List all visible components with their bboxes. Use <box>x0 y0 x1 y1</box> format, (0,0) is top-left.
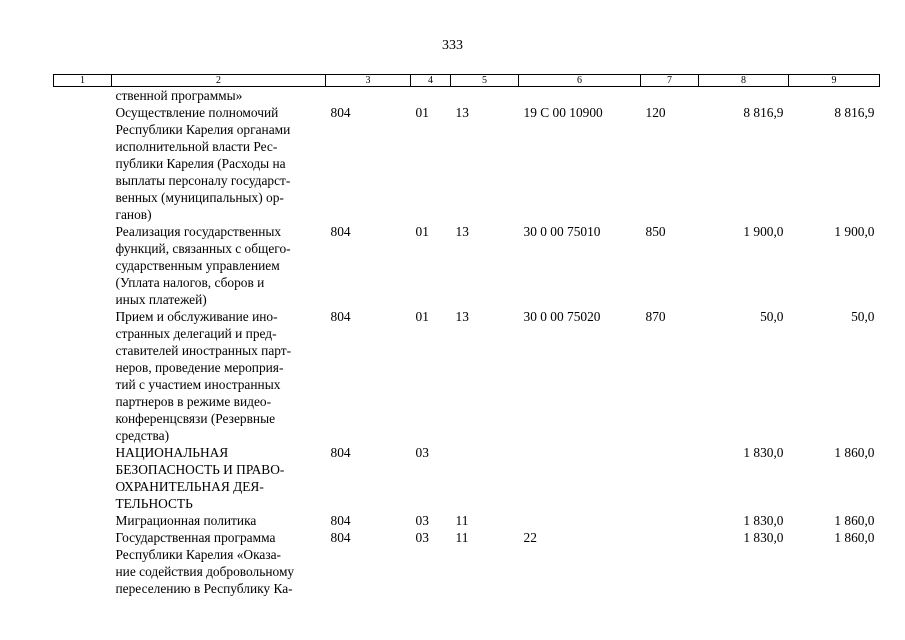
table-row <box>54 308 880 444</box>
table-row <box>54 512 880 529</box>
subsection-code <box>451 444 519 512</box>
section-code: 03 <box>415 530 429 545</box>
column-number-header: 7 <box>641 75 699 87</box>
expense-type-code: 850 <box>645 224 666 239</box>
amount-col9: 1 860,0 <box>834 445 875 460</box>
table-row <box>54 529 880 597</box>
column-number-header: 5 <box>451 75 519 87</box>
column-number-header: 3 <box>326 75 411 87</box>
expense-type-code: 870 <box>645 309 666 324</box>
amount-col8: 50,0 <box>760 309 784 324</box>
expense-type-code <box>641 444 699 512</box>
item-name: Реализация государственных функций, связанных с общего- сударственным управлением (Уплата налогов, сборов и иных платежей) <box>115 224 291 307</box>
item-name: Миграционная политика <box>115 513 257 528</box>
subsection-code: 13 <box>455 309 469 324</box>
column-number-header: 9 <box>789 75 880 87</box>
target-article-code: 19 С 00 10900 <box>523 105 603 120</box>
amount-col8 <box>699 87 789 105</box>
section-code: 01 <box>415 309 429 324</box>
target-article-code: 30 0 00 75010 <box>523 224 601 239</box>
table-row <box>54 87 880 105</box>
column-number-header: 6 <box>519 75 641 87</box>
target-article-code <box>519 512 641 529</box>
amount-col9: 50,0 <box>851 309 875 324</box>
subsection-code: 11 <box>455 513 469 528</box>
expense-type-code <box>641 87 699 105</box>
amount-col8: 1 830,0 <box>743 445 784 460</box>
page-number: 333 <box>442 38 463 53</box>
amount-col9: 1 900,0 <box>834 224 875 239</box>
item-name: НАЦИОНАЛЬНАЯ БЕЗОПАСНОСТЬ И ПРАВО- ОХРАНИТЕЛЬНАЯ ДЕЯ- ТЕЛЬНОСТЬ <box>115 445 285 511</box>
amount-col9: 1 860,0 <box>834 513 875 528</box>
column-number-header-row <box>54 75 880 87</box>
ministry-code <box>326 87 411 105</box>
budget-table <box>53 74 880 597</box>
item-name: Осуществление полномочий Республики Карелия органами исполнительной власти Рес- публики Карелия (Расходы на выплаты персоналу государст- венных (муниципальных) ор- ганов) <box>115 105 291 222</box>
section-code: 01 <box>415 105 429 120</box>
target-article-code: 22 <box>523 530 537 545</box>
table-row <box>54 104 880 223</box>
amount-col9 <box>789 87 880 105</box>
target-article-code <box>519 444 641 512</box>
column-number-header: 8 <box>699 75 789 87</box>
item-name: ственной программы» <box>115 88 243 103</box>
target-article-code <box>519 87 641 105</box>
expense-type-code <box>641 512 699 529</box>
target-article-code: 30 0 00 75020 <box>523 309 601 324</box>
table-row <box>54 223 880 308</box>
section-code <box>411 87 451 105</box>
subsection-code: 13 <box>455 105 469 120</box>
ministry-code: 804 <box>330 105 351 120</box>
amount-col8: 1 830,0 <box>743 530 784 545</box>
ministry-code: 804 <box>330 445 351 460</box>
amount-col9: 1 860,0 <box>834 530 875 545</box>
expense-type-code <box>641 529 699 597</box>
amount-col9: 8 816,9 <box>834 105 875 120</box>
ministry-code: 804 <box>330 224 351 239</box>
section-code: 03 <box>415 513 429 528</box>
item-name: Прием и обслуживание ино- странных делегаций и пред- ставителей иностранных парт- неров, проведение мероприя- тий с участием иностранных партнеров в режиме видео- конференцсвязи (Резервные средства) <box>115 309 292 443</box>
subsection-code <box>451 87 519 105</box>
amount-col8: 1 900,0 <box>743 224 784 239</box>
subsection-code: 11 <box>455 530 469 545</box>
column-number-header: 4 <box>411 75 451 87</box>
column-number-header: 1 <box>54 75 112 87</box>
subsection-code: 13 <box>455 224 469 239</box>
item-name: Государственная программа Республики Карелия «Оказа- ние содействия добровольному переселению в Республику Ка- <box>115 530 295 596</box>
expense-type-code: 120 <box>645 105 666 120</box>
section-code: 03 <box>415 445 429 460</box>
ministry-code: 804 <box>330 513 351 528</box>
ministry-code: 804 <box>330 530 351 545</box>
section-code: 01 <box>415 224 429 239</box>
column-number-header: 2 <box>112 75 326 87</box>
table-row <box>54 444 880 512</box>
amount-col8: 1 830,0 <box>743 513 784 528</box>
amount-col8: 8 816,9 <box>743 105 784 120</box>
ministry-code: 804 <box>330 309 351 324</box>
